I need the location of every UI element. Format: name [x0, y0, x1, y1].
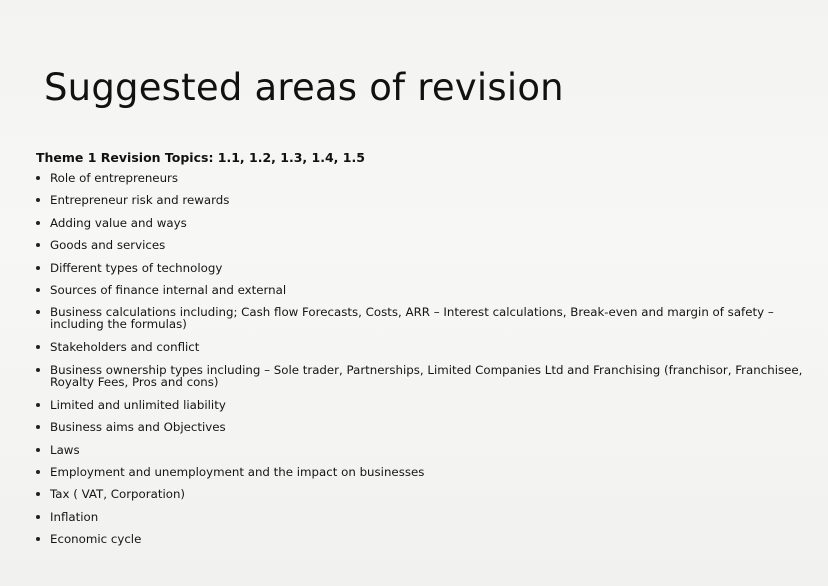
revision-topic-list: [34, 172, 820, 555]
list-item: Business aims and Objectives: [34, 421, 820, 433]
list-item: Business ownership types including – Sole trader, Partnerships, Limited Companies Ltd and Franchising (franchisor, Franchisee, Royalty Fees, Pros and cons): [34, 364, 820, 388]
list-item: Limited and unlimited liability: [34, 399, 820, 411]
list-item: Goods and services: [34, 239, 820, 251]
list-item: Sources of finance internal and external: [34, 284, 820, 296]
page-title: Suggested areas of revision: [44, 66, 564, 109]
list-item: Inflation: [34, 511, 820, 523]
list-item: Business calculations including; Cash flow Forecasts, Costs, ARR – Interest calculations, Break-even and margin of safety – including the formulas): [34, 306, 820, 330]
list-item: Tax ( VAT, Corporation): [34, 488, 820, 500]
list-item: Different types of technology: [34, 262, 820, 274]
list-item: Stakeholders and conflict: [34, 341, 820, 353]
list-item: Role of entrepreneurs: [34, 172, 820, 184]
list-item: Employment and unemployment and the impact on businesses: [34, 466, 820, 478]
list-item: Laws: [34, 444, 820, 456]
list-item: Entrepreneur risk and rewards: [34, 194, 820, 206]
list-item: Economic cycle: [34, 533, 820, 545]
theme-heading: Theme 1 Revision Topics: 1.1, 1.2, 1.3, 1.4, 1.5: [36, 150, 365, 165]
list-item: Adding value and ways: [34, 217, 820, 229]
